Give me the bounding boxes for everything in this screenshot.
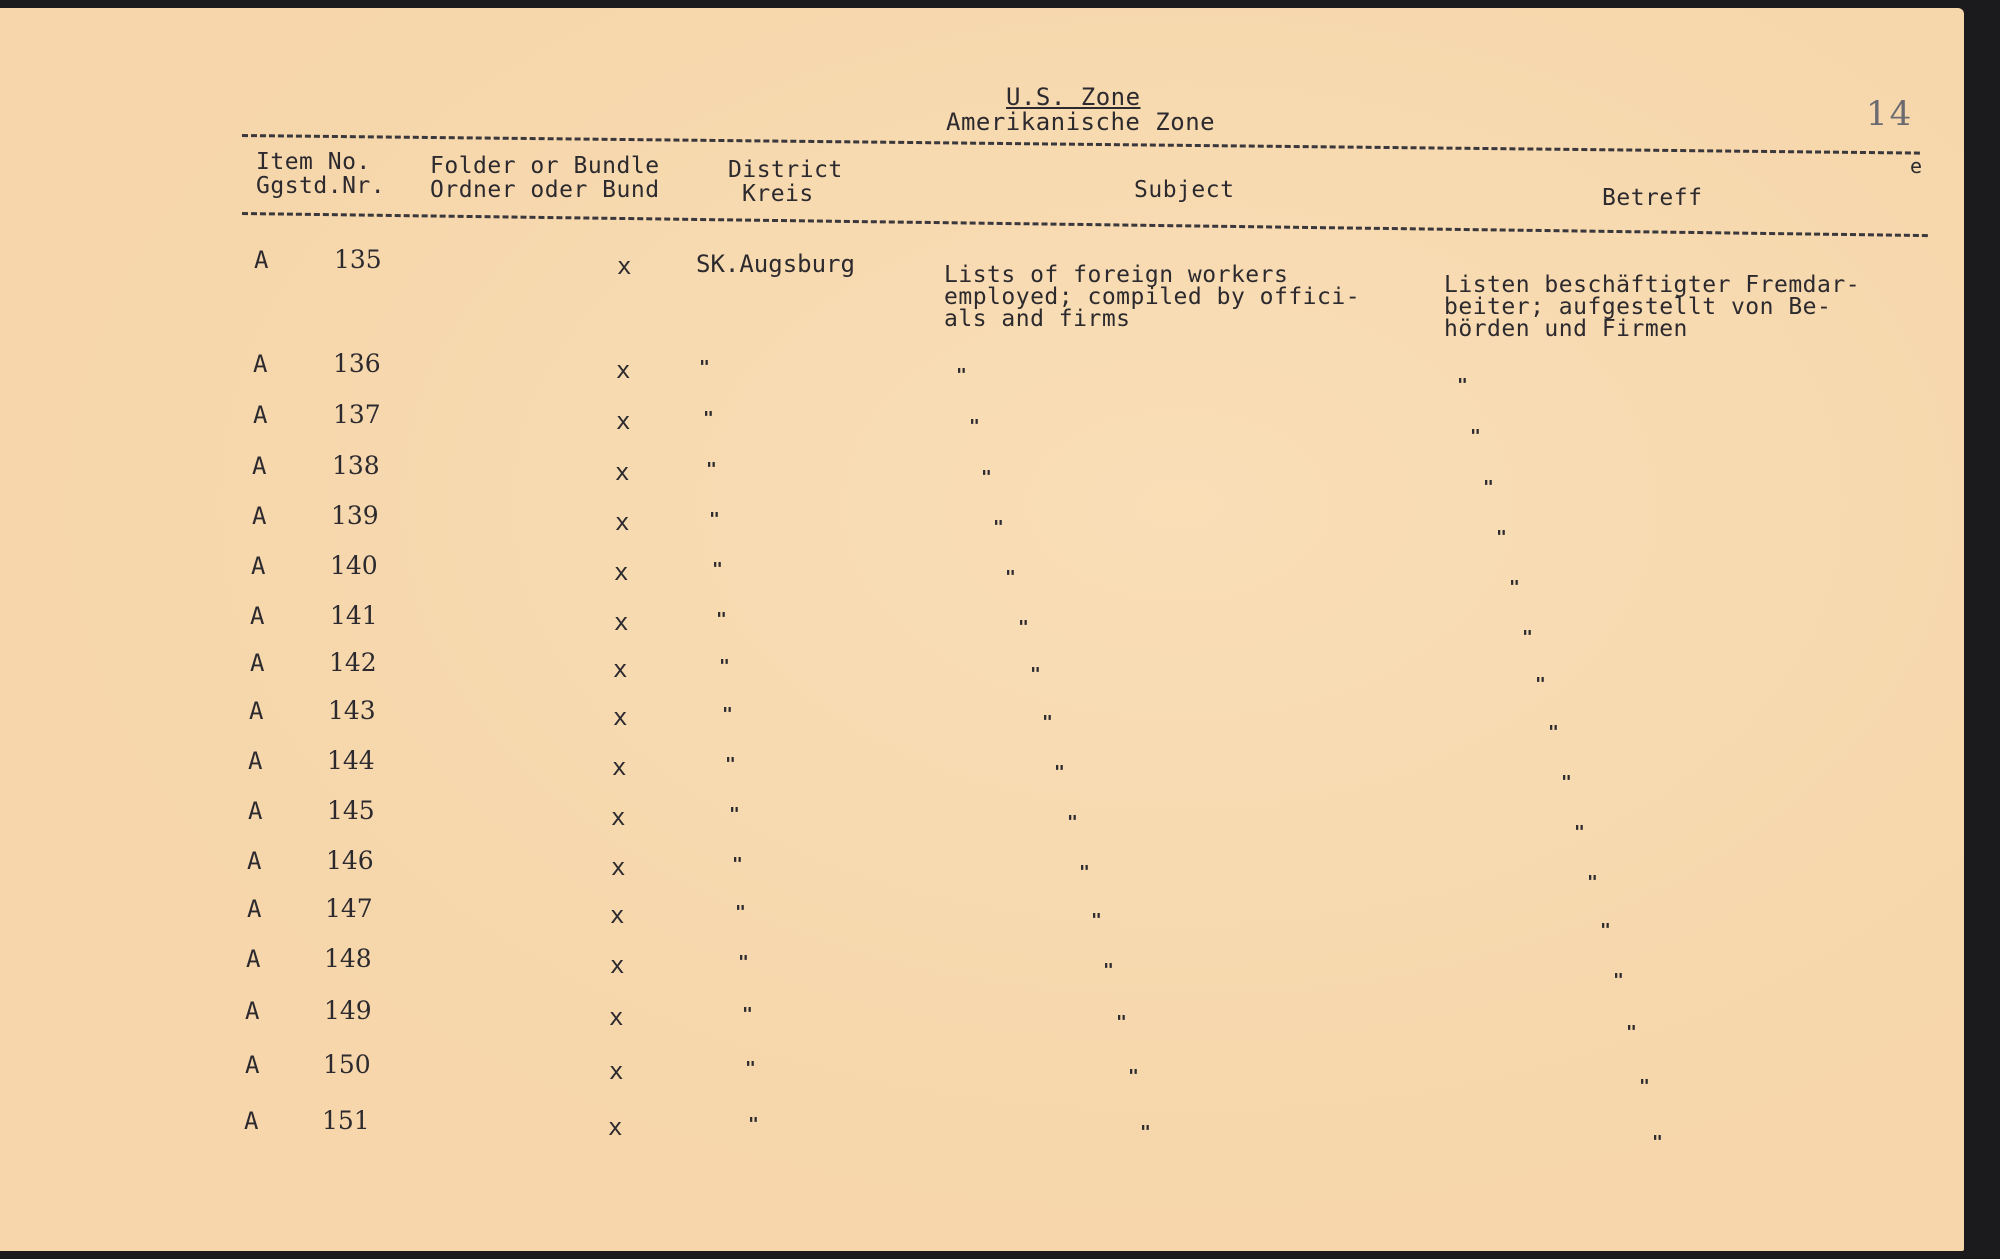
row-subject: " <box>1067 812 1078 833</box>
row-betreff: " <box>1457 375 1468 396</box>
row-betreff: " <box>1574 822 1585 843</box>
corner-mark: e <box>1910 154 1923 178</box>
row-series: A <box>248 797 263 825</box>
row-series: A <box>249 697 264 725</box>
row-item-number: 136 <box>333 349 381 378</box>
row-folder-mark: x <box>612 753 627 781</box>
header-divider-top <box>242 134 1920 155</box>
row-series: A <box>253 401 268 429</box>
row-item-number: 148 <box>324 944 372 973</box>
row-item-number: 147 <box>325 894 373 923</box>
zone-title-de: Amerikanische Zone <box>946 108 1216 136</box>
row-series: A <box>246 945 261 973</box>
column-header-folder-de: Ordner oder Bund <box>430 177 660 203</box>
row-series: A <box>251 552 266 580</box>
row-betreff: " <box>1652 1132 1663 1153</box>
row-subject: " <box>981 467 992 488</box>
row-district: " <box>699 357 710 378</box>
row-district: " <box>703 408 714 429</box>
row-betreff: " <box>1561 772 1572 793</box>
row-subject: Lists of foreign workers employed; compiled by offici- als and firms <box>944 262 1361 332</box>
row-district: SK.Augsburg <box>696 250 855 278</box>
row-folder-mark: x <box>613 703 628 731</box>
row-subject: " <box>1030 664 1041 685</box>
row-district: " <box>725 754 736 775</box>
row-subject: " <box>993 517 1004 538</box>
row-folder-mark: x <box>610 901 625 929</box>
row-series: A <box>245 1051 260 1079</box>
row-district: " <box>712 559 723 580</box>
row-folder-mark: x <box>617 252 632 280</box>
row-betreff: " <box>1483 477 1494 498</box>
row-subject: " <box>1005 567 1016 588</box>
row-betreff: " <box>1626 1022 1637 1043</box>
row-item-number: 138 <box>332 451 380 480</box>
row-betreff: " <box>1548 722 1559 743</box>
row-subject: " <box>1103 960 1114 981</box>
row-folder-mark: x <box>615 508 630 536</box>
row-series: A <box>248 747 263 775</box>
row-subject: " <box>1079 862 1090 883</box>
column-header-subject: Subject <box>1134 177 1235 203</box>
row-folder-mark: x <box>616 407 631 435</box>
row-item-number: 140 <box>330 551 378 580</box>
row-subject: " <box>956 365 967 386</box>
row-betreff: " <box>1470 426 1481 447</box>
row-subject: " <box>969 416 980 437</box>
row-subject: " <box>1042 712 1053 733</box>
row-district: " <box>719 656 730 677</box>
row-item-number: 143 <box>328 696 376 725</box>
row-district: " <box>748 1114 759 1135</box>
row-betreff: " <box>1535 674 1546 695</box>
row-folder-mark: x <box>615 458 630 486</box>
row-folder-mark: x <box>614 608 629 636</box>
column-header-betreff: Betreff <box>1602 185 1703 211</box>
row-betreff: Listen beschäftigter Fremdar- beiter; aufgestellt von Be- hörden und Firmen <box>1444 272 1861 342</box>
row-betreff: " <box>1587 872 1598 893</box>
row-betreff: " <box>1600 920 1611 941</box>
row-folder-mark: x <box>613 655 628 683</box>
row-betreff: " <box>1522 627 1533 648</box>
row-subject: " <box>1128 1066 1139 1087</box>
row-folder-mark: x <box>611 803 626 831</box>
row-series: A <box>254 246 269 274</box>
row-subject: " <box>1091 910 1102 931</box>
row-folder-mark: x <box>609 1057 624 1085</box>
row-series: A <box>253 350 268 378</box>
row-series: A <box>250 649 265 677</box>
column-header-item-de: Ggstd.Nr. <box>256 173 386 199</box>
row-district: " <box>745 1058 756 1079</box>
row-item-number: 142 <box>329 648 377 677</box>
row-district: " <box>729 804 740 825</box>
row-district: " <box>716 609 727 630</box>
row-subject: " <box>1140 1122 1151 1143</box>
row-item-number: 135 <box>334 245 382 274</box>
row-district: " <box>732 854 743 875</box>
row-series: A <box>247 895 262 923</box>
row-betreff: " <box>1639 1076 1650 1097</box>
row-item-number: 144 <box>327 746 375 775</box>
row-district: " <box>738 952 749 973</box>
row-district: " <box>735 902 746 923</box>
row-series: A <box>244 1107 259 1135</box>
row-item-number: 151 <box>322 1106 370 1135</box>
row-betreff: " <box>1496 527 1507 548</box>
row-item-number: 150 <box>323 1050 371 1079</box>
column-header-folder-en: Folder or Bundle <box>430 153 660 179</box>
column-header-district-en: District <box>728 157 843 183</box>
row-folder-mark: x <box>610 951 625 979</box>
column-header-district-de: Kreis <box>742 181 814 207</box>
row-betreff: " <box>1613 970 1624 991</box>
row-subject: " <box>1116 1012 1127 1033</box>
row-betreff: " <box>1509 577 1520 598</box>
row-subject: " <box>1018 617 1029 638</box>
column-header-item-en: Item No. <box>256 149 371 175</box>
row-district: " <box>722 704 733 725</box>
page-number: 14 <box>1866 94 1914 134</box>
row-series: A <box>252 502 267 530</box>
header-divider-bottom <box>242 212 1928 237</box>
row-subject: " <box>1054 762 1065 783</box>
row-item-number: 137 <box>333 400 381 429</box>
row-item-number: 139 <box>331 501 379 530</box>
document-sheet <box>0 8 1964 1251</box>
row-series: A <box>247 847 262 875</box>
row-folder-mark: x <box>611 853 626 881</box>
row-series: A <box>245 997 260 1025</box>
row-district: " <box>742 1004 753 1025</box>
row-item-number: 149 <box>324 996 372 1025</box>
row-folder-mark: x <box>614 558 629 586</box>
zone-title-en: U.S. Zone <box>1006 83 1141 111</box>
row-series: A <box>252 452 267 480</box>
row-folder-mark: x <box>608 1113 623 1141</box>
row-district: " <box>706 459 717 480</box>
row-item-number: 141 <box>330 601 378 630</box>
row-folder-mark: x <box>616 356 631 384</box>
row-district: " <box>709 509 720 530</box>
row-series: A <box>250 602 265 630</box>
row-item-number: 146 <box>326 846 374 875</box>
row-folder-mark: x <box>609 1003 624 1031</box>
row-item-number: 145 <box>327 796 375 825</box>
